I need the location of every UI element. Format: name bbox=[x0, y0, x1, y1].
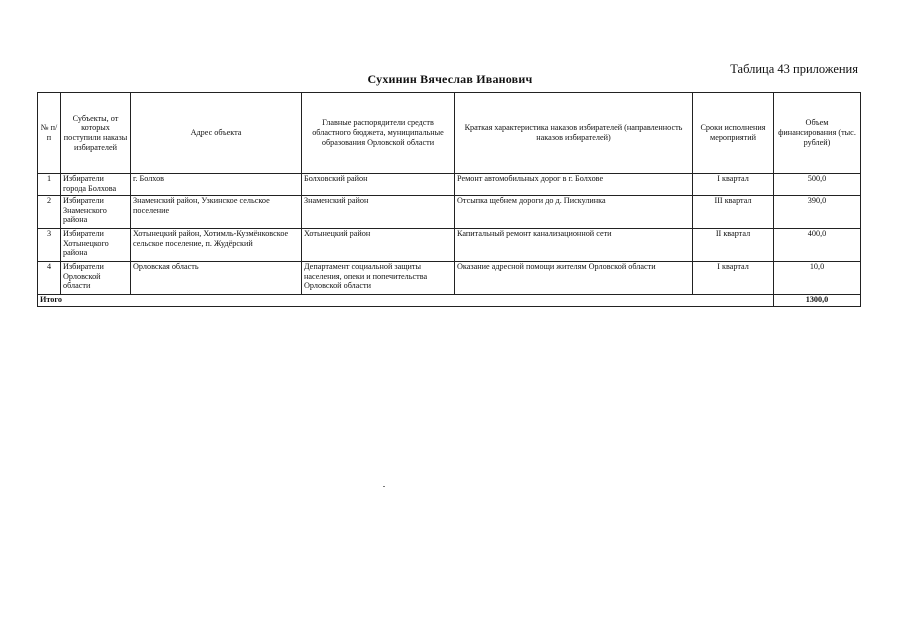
cell-num: 2 bbox=[38, 196, 61, 229]
scan-speck bbox=[383, 486, 385, 487]
header-num: № п/п bbox=[38, 93, 61, 174]
cell-description: Отсыпка щебнем дороги до д. Пискулинка bbox=[455, 196, 693, 229]
table-caption: Таблица 43 приложения bbox=[730, 62, 858, 76]
cell-subjects: Избиратели Орловской области bbox=[61, 262, 131, 295]
cell-description: Капитальный ремонт канализационной сети bbox=[455, 229, 693, 262]
cell-administrators: Болховский район bbox=[302, 174, 455, 196]
header-administrators: Главные распорядители средств областного бюджета, муниципальные образования Орловской области bbox=[302, 93, 455, 174]
cell-num: 1 bbox=[38, 174, 61, 196]
total-amount: 1300,0 bbox=[774, 295, 861, 307]
cell-administrators: Знаменский район bbox=[302, 196, 455, 229]
cell-terms: I квартал bbox=[693, 262, 774, 295]
cell-address: Знаменский район, Узкинское сельское поселение bbox=[131, 196, 302, 229]
cell-amount: 390,0 bbox=[774, 196, 861, 229]
cell-address: Хотынецкий район, Хотимль-Кузмёнковское сельское поселение, п. Жудёрский bbox=[131, 229, 302, 262]
cell-subjects: Избиратели города Болхова bbox=[61, 174, 131, 196]
cell-num: 3 bbox=[38, 229, 61, 262]
cell-amount: 10,0 bbox=[774, 262, 861, 295]
cell-description: Оказание адресной помощи жителям Орловской области bbox=[455, 262, 693, 295]
cell-terms: I квартал bbox=[693, 174, 774, 196]
cell-description: Ремонт автомобильных дорог в г. Болхове bbox=[455, 174, 693, 196]
total-row bbox=[38, 295, 861, 307]
cell-address: г. Болхов bbox=[131, 174, 302, 196]
cell-amount: 500,0 bbox=[774, 174, 861, 196]
cell-subjects: Избиратели Знаменского района bbox=[61, 196, 131, 229]
header-address: Адрес объекта bbox=[131, 93, 302, 174]
header-subjects: Субъекты, от которых поступили наказы избирателей bbox=[61, 93, 131, 174]
header-terms: Сроки исполнения мероприятий bbox=[693, 93, 774, 174]
orders-table bbox=[37, 92, 861, 307]
page-title: Сухинин Вячеслав Иванович bbox=[367, 72, 533, 86]
cell-num: 4 bbox=[38, 262, 61, 295]
total-label: Итого bbox=[38, 295, 774, 307]
cell-subjects: Избиратели Хотынецкого района bbox=[61, 229, 131, 262]
table-header-row bbox=[38, 93, 861, 174]
cell-address: Орловская область bbox=[131, 262, 302, 295]
table-row bbox=[38, 174, 861, 196]
cell-terms: II квартал bbox=[693, 229, 774, 262]
cell-terms: III квартал bbox=[693, 196, 774, 229]
cell-administrators: Департамент социальной защиты населения, опеки и попечительства Орловской области bbox=[302, 262, 455, 295]
header-amount: Объем финансирования (тыс. рублей) bbox=[774, 93, 861, 174]
table-row bbox=[38, 229, 861, 262]
cell-amount: 400,0 bbox=[774, 229, 861, 262]
cell-administrators: Хотынецкий район bbox=[302, 229, 455, 262]
header-description: Краткая характеристика наказов избирателей (направленность наказов избирателей) bbox=[455, 93, 693, 174]
table-row bbox=[38, 196, 861, 229]
table-row bbox=[38, 262, 861, 295]
